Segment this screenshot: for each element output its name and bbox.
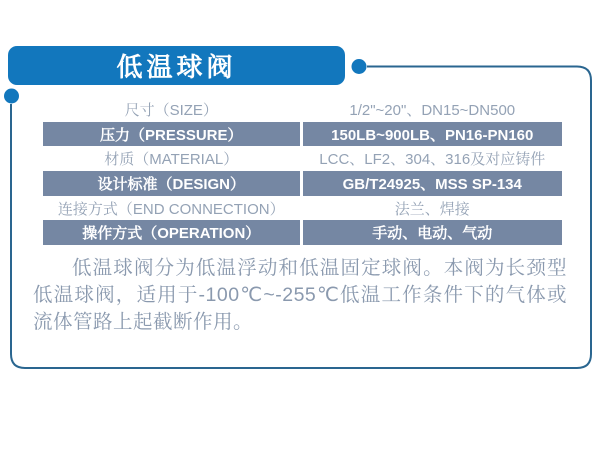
spec-value: 手动、电动、气动 [372,225,493,243]
spec-label: 操作方式（OPERATION） [43,220,303,245]
page-title: 低温球阀 [116,52,237,82]
spec-label: 连接方式（END CONNECTION） [57,200,285,218]
spec-value: 1/2"~20"、DN15~DN500 [349,101,516,119]
description-paragraph: 低温球阀分为低温浮动和低温固定球阀。本阀为长颈型低温球阀，适用于-100℃~-255℃低温工作条件下的气体或流体管路上起截断作用。 [33,257,567,333]
table-row [43,122,562,147]
spec-value: GB/T24925、MSS SP-134 [342,175,522,193]
spec-label: 压力（PRESSURE） [43,122,303,147]
table-row [43,196,562,221]
page-title-banner [8,46,345,85]
table-row [43,220,562,245]
spec-label: 设计标准（DESIGN） [43,171,303,196]
table-row [43,97,562,122]
spec-value: LCC、LF2、304、316及对应铸件 [319,151,546,169]
spec-value: 法兰、焊接 [394,200,470,218]
spec-label: 材质（MATERIAL） [104,151,239,169]
spec-value: 150LB~900LB、PN16-PN160 [331,126,534,144]
spec-table [43,97,562,245]
table-row [43,146,562,171]
border-dot-right [352,59,367,74]
border-dot-left [4,89,19,104]
table-row [43,171,562,196]
spec-label: 尺寸（SIZE） [124,101,218,119]
